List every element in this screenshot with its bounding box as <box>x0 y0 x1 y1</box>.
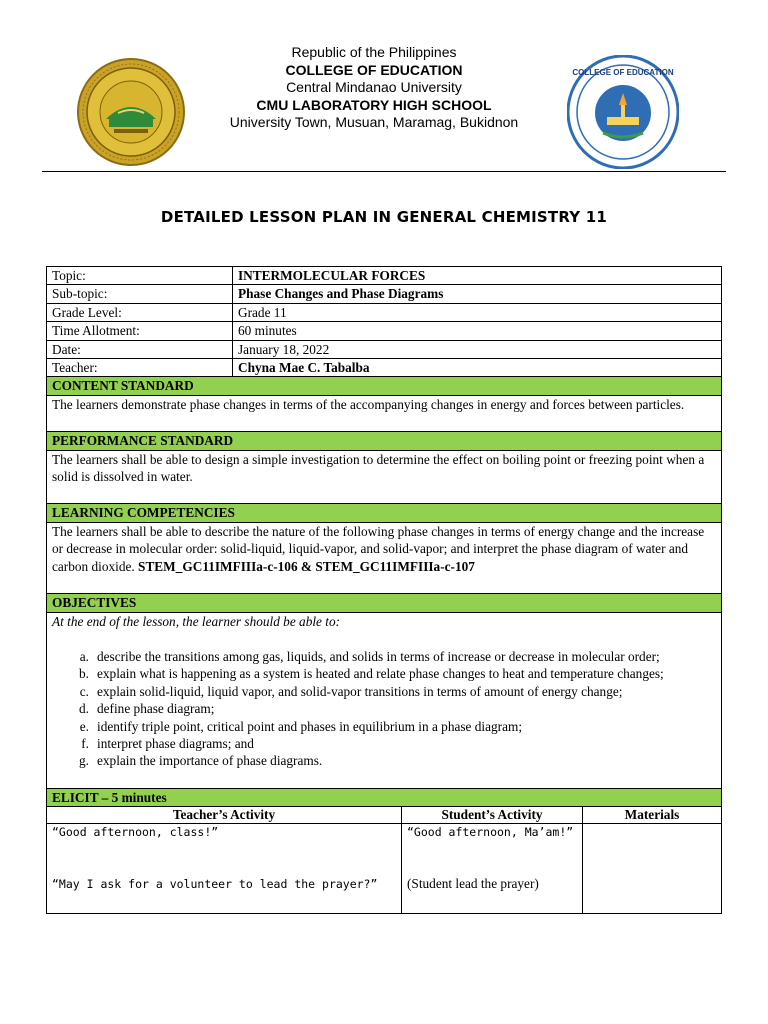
seal-text: COLLEGE OF EDUCATION <box>572 68 674 77</box>
university-line: Central Mindanao University <box>286 79 462 96</box>
student-line: (Student lead the prayer) <box>407 876 539 891</box>
learning-competencies-cell <box>47 522 722 593</box>
objective-text: interpret phase diagrams; and <box>97 735 254 751</box>
info-value: INTERMOLECULAR FORCES <box>233 267 722 285</box>
student-activity-cell <box>402 824 583 914</box>
college-line: COLLEGE OF EDUCATION <box>285 61 463 78</box>
teacher-line: “Good afternoon, class!” <box>52 825 219 839</box>
info-row-grade <box>47 303 722 321</box>
content-standard-heading: CONTENT STANDARD <box>47 377 722 395</box>
objective-letter: e. <box>79 718 89 734</box>
teacher-activity-cell <box>47 824 402 914</box>
objective-item <box>52 665 716 682</box>
objective-item <box>52 700 716 717</box>
objectives-row <box>47 612 722 788</box>
learning-competencies-row <box>47 522 722 593</box>
info-label: Grade Level: <box>47 303 233 321</box>
learning-competencies-heading-row <box>47 504 722 522</box>
info-row-date <box>47 340 722 358</box>
performance-standard-heading-row <box>47 432 722 450</box>
performance-standard-text: The learners shall be able to design a simple investigation to determine the effect on boiling point or freezing point when a solid is dissolved in water. <box>47 450 722 504</box>
lesson-plan-table <box>46 266 722 807</box>
objectives-heading: OBJECTIVES <box>47 594 722 612</box>
info-label: Topic: <box>47 267 233 285</box>
cmu-university-seal-icon <box>76 57 186 172</box>
info-row-topic <box>47 267 722 285</box>
info-value: January 18, 2022 <box>233 340 722 358</box>
objective-text: explain what is happening as a system is heated and relate phase changes to heat and temperature changes; <box>97 666 664 682</box>
republic-line: Republic of the Philippines <box>291 44 457 60</box>
info-label: Date: <box>47 340 233 358</box>
info-value: Phase Changes and Phase Diagrams <box>233 285 722 303</box>
objective-text: explain solid-liquid, liquid vapor, and solid-vapor transitions in terms of amount of energy change; <box>97 683 623 699</box>
objective-letter: b. <box>79 666 89 682</box>
objective-letter: a. <box>79 648 89 664</box>
objective-item <box>52 718 716 735</box>
objective-letter: d. <box>79 701 89 717</box>
competency-codes: STEM_GC11IMFIIIa-c-106 & STEM_GC11IMFIIIa-c-107 <box>138 558 475 574</box>
objective-letter: c. <box>79 683 89 699</box>
learning-competencies-heading: LEARNING COMPETENCIES <box>47 504 722 522</box>
elicit-activity-table <box>46 806 722 914</box>
info-label: Time Allotment: <box>47 322 233 340</box>
content-standard-text: The learners demonstrate phase changes in terms of the accompanying changes in energy and forces between particles. <box>47 395 722 431</box>
info-value: Grade 11 <box>233 303 722 321</box>
objectives-cell <box>47 612 722 788</box>
objectives-list <box>52 648 716 770</box>
activity-body-row <box>47 824 722 914</box>
objective-text: explain the importance of phase diagrams. <box>97 753 323 769</box>
objective-text: identify triple point, critical point and phases in equilibrium in a phase diagram; <box>97 718 523 734</box>
info-row-subtopic <box>47 285 722 303</box>
student-line: “Good afternoon, Ma’am!” <box>407 825 574 839</box>
address-line: University Town, Musuan, Maramag, Bukidnon <box>229 114 519 131</box>
school-line: CMU LABORATORY HIGH SCHOOL <box>256 96 492 113</box>
elicit-heading-row <box>47 788 722 806</box>
objective-text: define phase diagram; <box>97 701 215 717</box>
performance-standard-row <box>47 450 722 504</box>
document-title: DETAILED LESSON PLAN IN GENERAL CHEMISTRY 11 <box>160 208 608 226</box>
student-activity-header: Student’s Activity <box>402 807 583 824</box>
info-label: Sub-topic: <box>47 285 233 303</box>
objective-letter: f. <box>81 735 89 751</box>
learning-competencies-text: The learners shall be able to describe the nature of the following phase changes in terms of energy change and the increase or decrease in molecular order: solid-liquid, liquid-vapor, and solid-vapor; and interpret the phase diagram of water and carbon dioxide. <box>52 523 705 574</box>
materials-header: Materials <box>583 807 722 824</box>
objective-letter: g. <box>79 753 89 769</box>
objectives-intro: At the end of the lesson, the learner should be able to: <box>52 613 341 629</box>
elicit-heading: ELICIT – 5 minutes <box>47 788 722 806</box>
content-standard-row <box>47 395 722 431</box>
materials-cell <box>583 824 722 914</box>
objectives-heading-row <box>47 594 722 612</box>
institution-block <box>150 44 598 132</box>
info-row-teacher <box>47 359 722 377</box>
objective-text: describe the transitions among gas, liquids, and solids in terms of increase or decrease in molecular order; <box>97 648 660 664</box>
header-rule <box>42 171 726 172</box>
info-value: 60 minutes <box>233 322 722 340</box>
performance-standard-heading: PERFORMANCE STANDARD <box>47 432 722 450</box>
content-standard-heading-row <box>47 377 722 395</box>
info-rows <box>47 267 722 807</box>
college-of-education-seal-icon <box>567 55 679 174</box>
objective-item <box>52 683 716 700</box>
activity-header-row <box>47 807 722 824</box>
info-row-time <box>47 322 722 340</box>
objective-item <box>52 648 716 665</box>
teacher-line: “May I ask for a volunteer to lead the prayer?” <box>52 877 378 891</box>
teacher-activity-header: Teacher’s Activity <box>47 807 402 824</box>
info-value: Chyna Mae C. Tabalba <box>233 359 722 377</box>
info-label: Teacher: <box>47 359 233 377</box>
objective-item <box>52 752 716 769</box>
objective-item <box>52 735 716 752</box>
